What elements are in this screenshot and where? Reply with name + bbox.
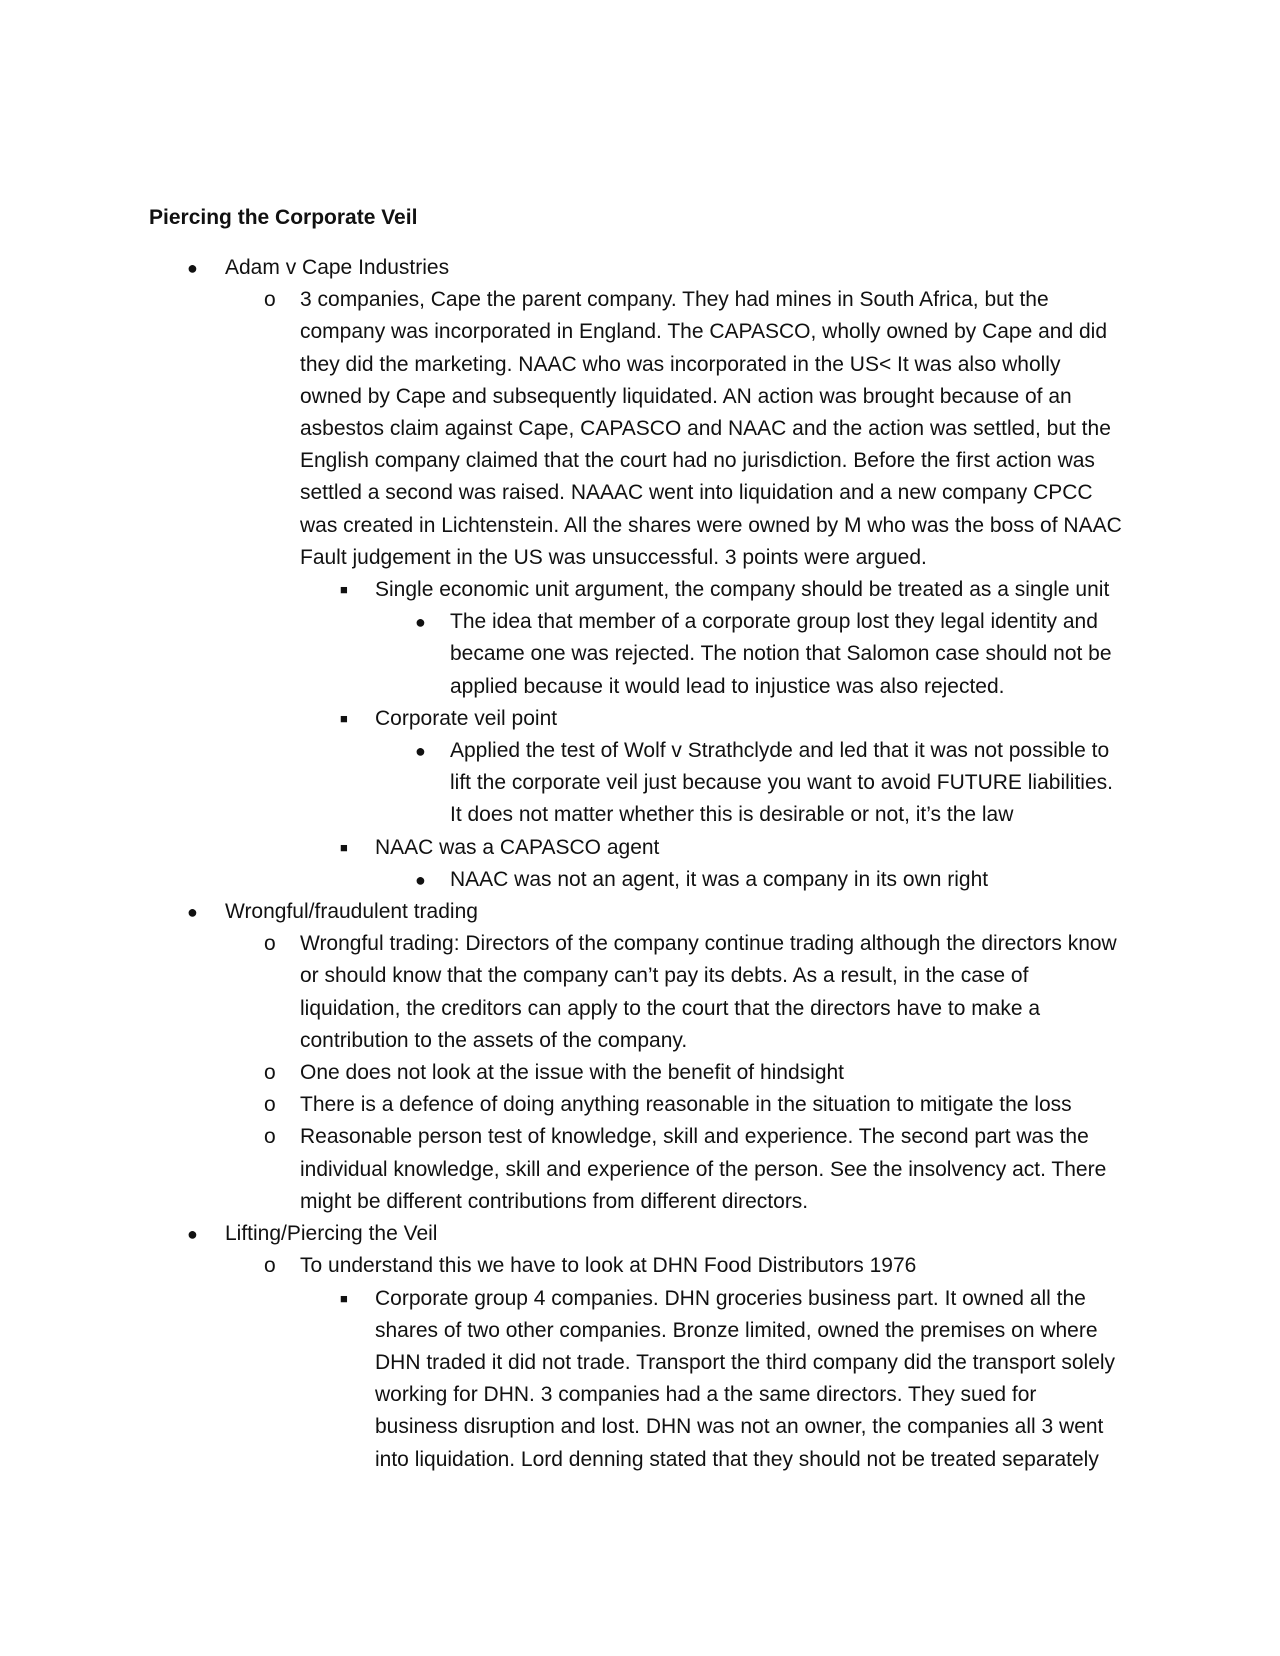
list-item: [0, 1121, 1280, 1218]
wrongful-sub-1: Wrongful trading: Directors of the company continue trading although the directors know or should know that the company can’t pay its debts. As a result, in the case of liquidation, the creditors can apply to the court that the directors have to make a contribution to the assets of the company.: [300, 932, 1117, 1052]
list-item: [0, 1250, 1280, 1282]
list-item: [0, 252, 1280, 284]
bullet-icon: ●: [415, 612, 426, 633]
adam-point-2-detail: Applied the test of Wolf v Strathclyde and led that it was not possible to lift the corporate veil just because you want to avoid FUTURE liabilities. It does not matter whether this is desirable or not, it’s the law: [450, 739, 1113, 827]
circle-bullet-icon: o: [264, 1093, 276, 1117]
circle-bullet-icon: o: [264, 288, 276, 312]
bullet-icon: ●: [187, 258, 198, 278]
square-bullet-icon: ■: [340, 1290, 348, 1306]
square-bullet-icon: ■: [340, 710, 348, 726]
circle-bullet-icon: o: [264, 1125, 276, 1149]
section-heading-lifting: Lifting/Piercing the Veil: [225, 1222, 438, 1246]
list-item: [0, 896, 1280, 928]
bullet-icon: ●: [415, 741, 426, 762]
section-heading-wrongful: Wrongful/fraudulent trading: [225, 900, 478, 924]
list-item: [0, 1089, 1280, 1121]
list-item: [0, 284, 1280, 574]
list-item: [0, 864, 1280, 896]
adam-point-1-detail: The idea that member of a corporate group lost they legal identity and became one was rejected. The notion that Salomon case should not be applied because it would lead to injustice was also rejected.: [450, 610, 1112, 698]
adam-point-3-detail: NAAC was not an agent, it was a company in its own right: [450, 867, 989, 891]
bullet-icon: ●: [415, 869, 426, 890]
square-bullet-icon: ■: [340, 839, 348, 855]
wrongful-sub-4: Reasonable person test of knowledge, skill and experience. The second part was the individual knowledge, skill and experience of the person. See the insolvency act. There might be different contributions from different directors.: [300, 1125, 1107, 1213]
square-bullet-icon: ■: [340, 582, 348, 598]
bullet-icon: ●: [187, 1224, 198, 1245]
lifting-sub-1-detail: Corporate group 4 companies. DHN groceries business part. It owned all the shares of two other companies. Bronze limited, owned the premises on where DHN traded it did not trade. Transport the third company did the transport solely working for DHN. 3 companies had a the same directors. They sued for business disruption and lost. DHN was not an owner, the companies all 3 went into liquidation. Lord denning stated that they should not be treated separately: [375, 1286, 1116, 1471]
document-title: Piercing the Corporate Veil: [149, 206, 418, 229]
bullet-icon: ●: [187, 902, 198, 923]
list-item: [0, 574, 1280, 606]
list-item: [0, 1057, 1280, 1089]
list-item: [0, 735, 1280, 832]
adam-point-1: Single economic unit argument, the company should be treated as a single unit: [375, 578, 1110, 602]
outline-list: [0, 252, 1280, 1476]
list-item: [0, 1283, 1280, 1476]
list-item: [0, 832, 1280, 864]
lifting-sub-1: To understand this we have to look at DHN Food Distributors 1976: [300, 1254, 917, 1278]
section-heading-adam: Adam v Cape Industries: [225, 256, 450, 279]
list-item: [0, 703, 1280, 735]
adam-point-3: NAAC was a CAPASCO agent: [375, 835, 660, 859]
wrongful-sub-3: There is a defence of doing anything reasonable in the situation to mitigate the loss: [300, 1093, 1072, 1117]
circle-bullet-icon: o: [264, 1254, 276, 1278]
adam-point-2: Corporate veil point: [375, 706, 558, 730]
circle-bullet-icon: o: [264, 932, 276, 956]
circle-bullet-icon: o: [264, 1061, 276, 1085]
list-item: [0, 1218, 1280, 1250]
list-item: [0, 606, 1280, 703]
adam-summary: 3 companies, Cape the parent company. They had mines in South Africa, but the company was incorporated in England. The CAPASCO, wholly owned by Cape and did they did the marketing. NAAC who was incorporated in the US< It was also wholly owned by Cape and subsequently liquidated. AN action was brought because of an asbestos claim against Cape, CAPASCO and NAAC and the action was settled, but the English company claimed that the court had no jurisdiction. Before the first action was settled a second was raised. NAAAC went into liquidation and a new company CPCC was created in Lichtenstein. All the shares were owned by M who was the boss of NAAC Fault judgement in the US was unsuccessful. 3 points were argued.: [300, 288, 1122, 569]
wrongful-sub-2: One does not look at the issue with the benefit of hindsight: [300, 1061, 845, 1085]
list-item: [0, 928, 1280, 1057]
